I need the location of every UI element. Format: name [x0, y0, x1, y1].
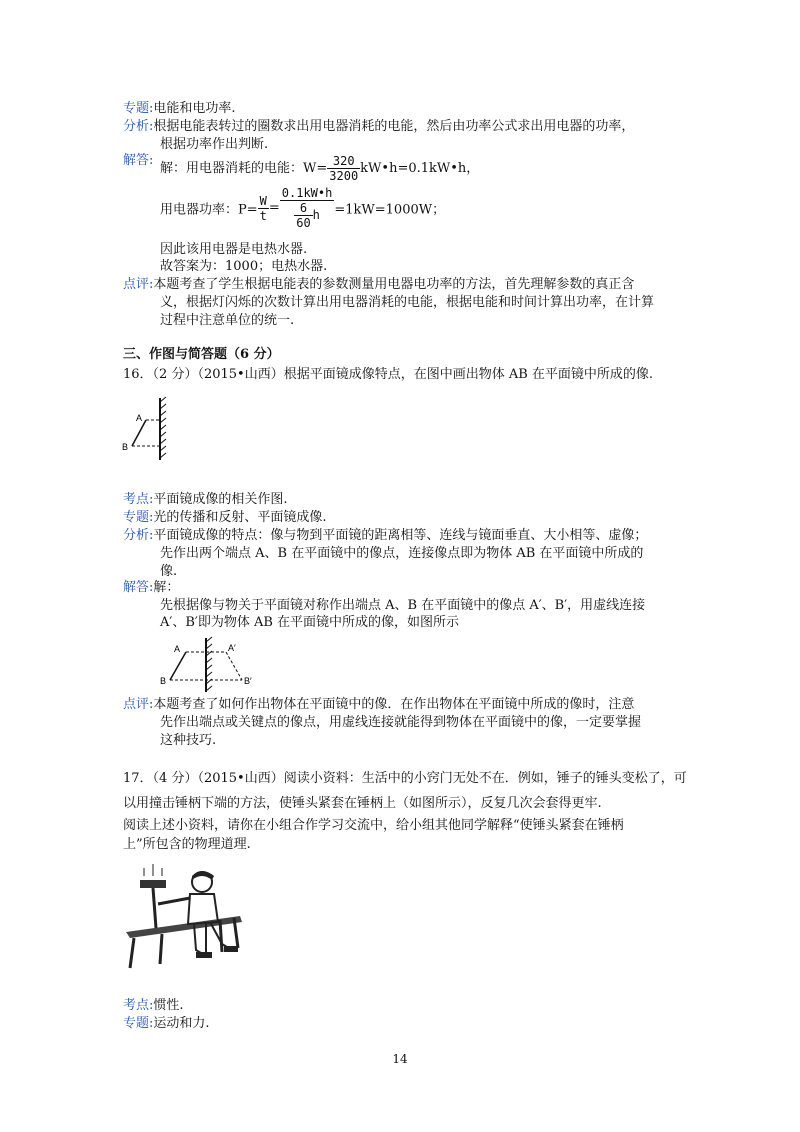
zhuanti-text: 光的传播和反射、平面镜成像. — [153, 510, 327, 525]
dianping-label: 点评: — [123, 697, 154, 712]
page-number: 14 — [392, 1052, 408, 1066]
jieda-label: 解答: — [123, 153, 154, 168]
s15-fenxi-line-2: 根据功率作出判断. — [160, 137, 269, 152]
power-fraction-wt — [258, 194, 269, 223]
dianping-label: 点评: — [123, 277, 154, 292]
answer-image-ab — [226, 652, 242, 680]
power-eq-equals: = — [268, 200, 280, 216]
answer-point-b-label: B — [160, 676, 167, 686]
energy-fraction — [327, 154, 360, 183]
fenxi-label: 分析: — [123, 528, 154, 543]
s15-jieda-label-line — [123, 152, 153, 170]
q16-fenxi-line-1 — [123, 527, 647, 545]
energy-eq-suffix: kW•h=0.1kW•h， — [360, 161, 480, 176]
zhuanti-text: 电能和电功率. — [153, 101, 236, 116]
q17-stem-line-3: 阅读上述小资料，请你在小组合作学习交流中，给小组其他同学解释“使锤头紧套在锤柄 — [123, 818, 624, 833]
power-eq-suffix: =1kW=1000W； — [334, 202, 446, 218]
s15-dianping-line-3: 过程中注意单位的统一. — [160, 313, 295, 328]
q16-fenxi-line-2: 先作出两个端点 A、B 在平面镜中的像点，连接像点即为物体 AB 在平面镜中所成的 — [160, 546, 644, 561]
q16-stem: 16．（2 分）（2015•山西）根据平面镜成像特点，在图中画出物体 AB 在平面镜中所成的像. — [123, 367, 654, 382]
energy-fraction-num: 320 — [327, 154, 360, 169]
answer-object-ab — [170, 652, 186, 680]
answer-point-a2-label: A′ — [228, 643, 236, 653]
dianping-text-1: 本题考查了学生根据电能表的参数测量用电器电功率的方法，首先理解参数的真正含 — [153, 277, 635, 292]
person-body — [188, 894, 218, 924]
q16-jieda-line — [123, 579, 179, 597]
power-fraction-value — [280, 186, 335, 230]
jieda-label: 解答: — [123, 580, 154, 595]
object-ab — [132, 420, 146, 446]
q16-answer-figure — [160, 634, 260, 696]
power-fraction-wt-den: t — [259, 208, 267, 223]
jie-prefix: 解： — [153, 580, 180, 595]
q16-dianping-line-2: 先作出端点或关键点的像点，用虚线连接就能得到物体在平面镜中的像，一定要掌握 — [160, 715, 642, 730]
q16-zhuanti-line — [123, 509, 327, 527]
section-heading: 三、作图与简答题（6 分） — [123, 347, 280, 362]
kaodian-label: 考点: — [123, 492, 154, 507]
q16-kaodian-line — [123, 491, 288, 509]
s15-energy-equation — [160, 154, 479, 183]
q17-hammer-illustration — [122, 860, 246, 972]
s15-zhuanti-line — [123, 100, 236, 118]
s15-answer: 故答案为：1000；电热水器. — [160, 259, 328, 274]
zhuanti-label: 专题: — [123, 510, 154, 525]
answer-point-b2-label: B′ — [244, 676, 252, 686]
time-fraction-num: 6 — [294, 201, 312, 216]
q16-dianping-line-3: 这种技巧. — [160, 733, 217, 748]
power-eq-prefix: 用电器功率：P= — [160, 202, 258, 218]
energy-eq-prefix: 解：用电器消耗的电能：W= — [160, 161, 328, 176]
kaodian-text: 惯性. — [153, 998, 184, 1013]
answer-point-a-label: A — [174, 644, 181, 654]
s15-fenxi-line-1 — [123, 118, 634, 136]
time-fraction-den: 60 — [296, 216, 311, 230]
power-fraction-value-den — [280, 201, 335, 230]
q16-question-figure — [118, 394, 178, 464]
point-a-label: A — [136, 413, 143, 423]
person-arm — [158, 898, 190, 904]
zhuanti-label: 专题: — [123, 1016, 154, 1031]
s15-dianping-line-2: 义，根据灯闪烁的次数计算出用电器消耗的电能，根据电能和时间计算出功率，在计算 — [160, 295, 655, 310]
q16-jie-line-2: A′、B′即为物体 AB 在平面镜中所成的像，如图所示 — [160, 615, 460, 630]
q17-stem-line-1: 17．（4 分）（2015•山西）阅读小资料：生活中的小窍门无处不在．例如，锤子的锤头变松了，可 — [123, 771, 687, 786]
kaodian-label: 考点: — [123, 998, 154, 1013]
q17-zhuanti-line — [123, 1015, 210, 1033]
dianping-text-1: 本题考查了如何作出物体在平面镜中的像．在作出物体在平面镜中所成的像时，注意 — [153, 697, 635, 712]
power-fraction-wt-num: W — [259, 193, 267, 208]
fenxi-text: 根据电能表转过的圈数求出用电器消耗的电能，然后由功率公式求出用电器的功率， — [153, 119, 635, 134]
point-b-label: B — [122, 442, 129, 452]
s15-dianping-line-1 — [123, 276, 634, 294]
q17-stem-line-2: 以用撞击锤柄下端的方法，使锤头紧套在锤柄上（如图所示），反复几次会套得更牢. — [123, 796, 602, 811]
fenxi-text-1: 平面镜成像的特点：像与物到平面镜的距离相等、连线与镜面垂直、大小相等、虚像； — [153, 528, 648, 543]
q16-fenxi-line-3: 像. — [160, 564, 178, 579]
s15-conclusion: 因此该用电器是电热水器. — [160, 242, 308, 257]
motion-lines — [144, 864, 162, 876]
q17-stem-line-4: 上”所包含的物理道理. — [123, 837, 251, 852]
q17-kaodian-line — [123, 997, 184, 1015]
hammer-handle — [153, 888, 156, 928]
zhuanti-label: 专题: — [123, 101, 154, 116]
bench-top — [126, 916, 242, 938]
bench-leg — [130, 938, 134, 968]
time-unit: h — [312, 208, 320, 222]
power-fraction-value-num: 0.1kW•h — [281, 186, 333, 200]
zhuanti-text: 运动和力. — [153, 1016, 210, 1031]
s15-power-equation — [160, 186, 445, 230]
energy-fraction-den: 3200 — [329, 169, 359, 183]
kaodian-text: 平面镜成像的相关作图. — [153, 492, 288, 507]
q16-jie-line-1: 先根据像与物关于平面镜对称作出端点 A、B 在平面镜中的像点 A′、B′，用虚线连接 — [160, 598, 646, 613]
time-fraction — [294, 201, 312, 230]
fenxi-label: 分析: — [123, 119, 154, 134]
hammer-head — [140, 880, 166, 888]
q16-dianping-line-1 — [123, 696, 634, 714]
